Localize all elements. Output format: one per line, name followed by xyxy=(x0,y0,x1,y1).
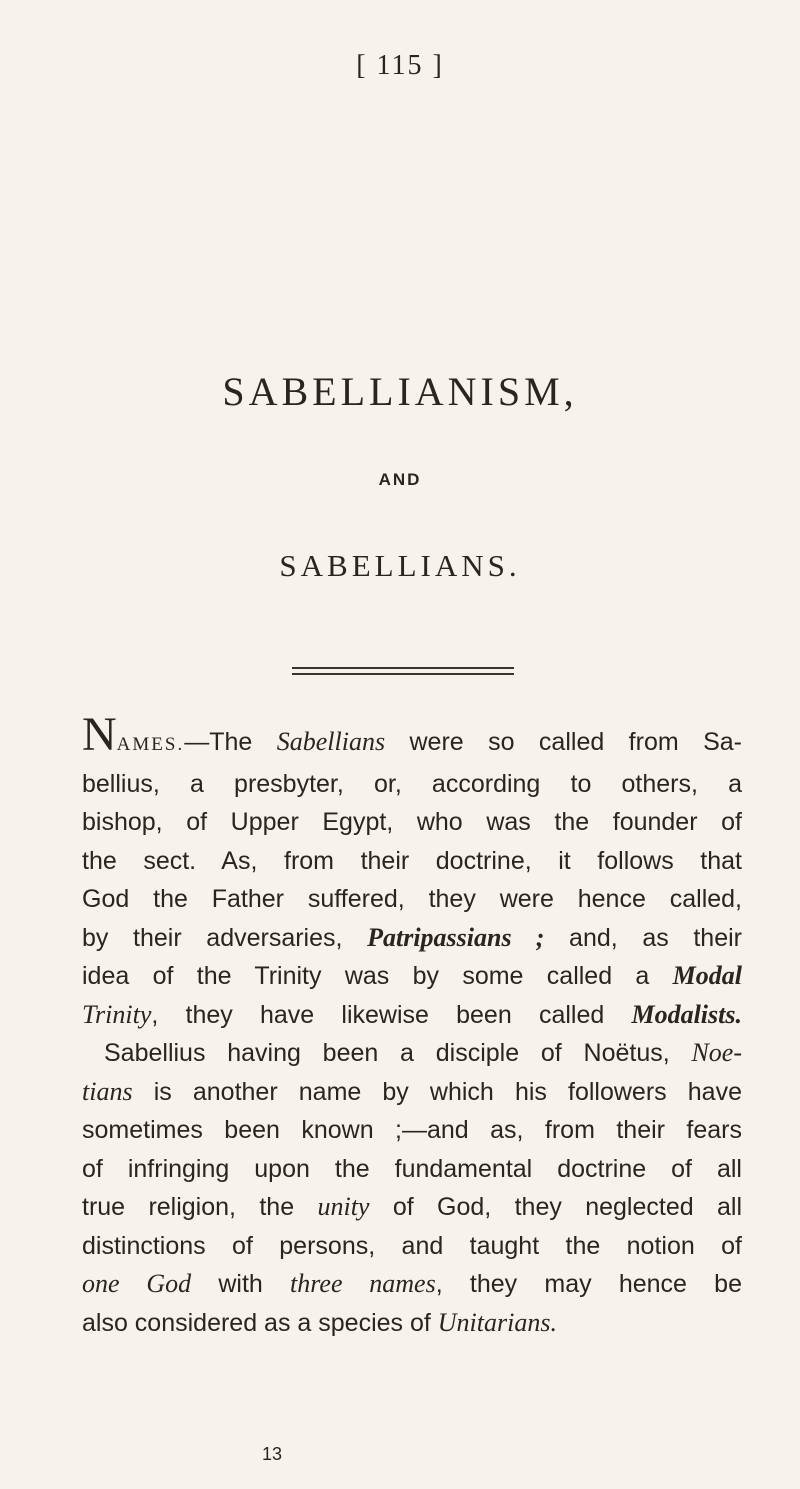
text-run: is another name by which his followers have xyxy=(132,1077,742,1106)
text-line: bishop, of Upper Egypt, who was the founder of xyxy=(82,808,742,836)
text-run: by their adversaries, xyxy=(82,923,368,952)
chapter-title: SABELLIANISM, xyxy=(222,369,578,414)
italic-term: one God xyxy=(82,1269,192,1298)
body-paragraph xyxy=(82,708,743,1342)
text-line: distinctions of persons, and taught the notion of xyxy=(82,1231,742,1260)
italic-term: unity xyxy=(317,1192,370,1221)
text-run: , they have likewise been called xyxy=(151,1000,632,1029)
text-line: God the Father suffered, they were hence called, xyxy=(82,885,742,913)
text-line xyxy=(82,708,743,765)
signature-mark: 13 xyxy=(262,1444,283,1464)
text-line xyxy=(82,996,742,1035)
text-run: also considered as a species of xyxy=(82,1308,438,1337)
italic-term: Modalists. xyxy=(631,999,742,1029)
text-run: with xyxy=(191,1270,291,1298)
drop-cap: N xyxy=(82,708,117,761)
chapter-subtitle: SABELLIANS. xyxy=(279,548,521,583)
text-line xyxy=(82,1034,742,1073)
text-line: of infringing upon the fundamental doctrine of all xyxy=(82,1154,742,1183)
italic-term: Unitarians. xyxy=(437,1307,557,1337)
text-run: —The xyxy=(184,728,277,756)
text-line xyxy=(82,1188,742,1227)
italic-term: Noe- xyxy=(691,1038,742,1067)
text-line xyxy=(82,1073,742,1112)
text-run: of God, they neglected all xyxy=(369,1193,743,1221)
page-number: [ 115 ] xyxy=(356,50,444,81)
text-line xyxy=(82,957,742,996)
text-run: Sabellius having been a disciple of Noëtus, xyxy=(104,1039,692,1067)
decorative-rule xyxy=(292,667,514,679)
text-line xyxy=(82,919,742,958)
text-line: sometimes been known ;—and as, from their fears xyxy=(82,1116,742,1144)
italic-term: Modal xyxy=(672,961,742,990)
text-run: idea of the Trinity was by some called a xyxy=(82,962,673,990)
italic-term: Patripassians ; xyxy=(367,922,545,952)
text-line xyxy=(82,1304,742,1343)
title-conjunction: AND xyxy=(378,470,422,489)
italic-term: Trinity xyxy=(82,999,152,1029)
text-run: , they may hence be xyxy=(435,1270,742,1298)
text-line xyxy=(82,1265,742,1304)
italic-term: three names xyxy=(290,1269,436,1298)
text-run: and, as their xyxy=(544,923,742,952)
text-line: the sect. As, from their doctrine, it follows that xyxy=(82,846,742,875)
italic-term: Sabellians xyxy=(276,727,386,756)
text-run: were so called from Sa- xyxy=(385,728,743,756)
small-caps-word: AMES. xyxy=(116,734,185,755)
italic-term: tians xyxy=(82,1076,133,1106)
text-line: bellius, a presbyter, or, according to others, a xyxy=(82,769,742,798)
text-run: true religion, the xyxy=(82,1193,318,1221)
